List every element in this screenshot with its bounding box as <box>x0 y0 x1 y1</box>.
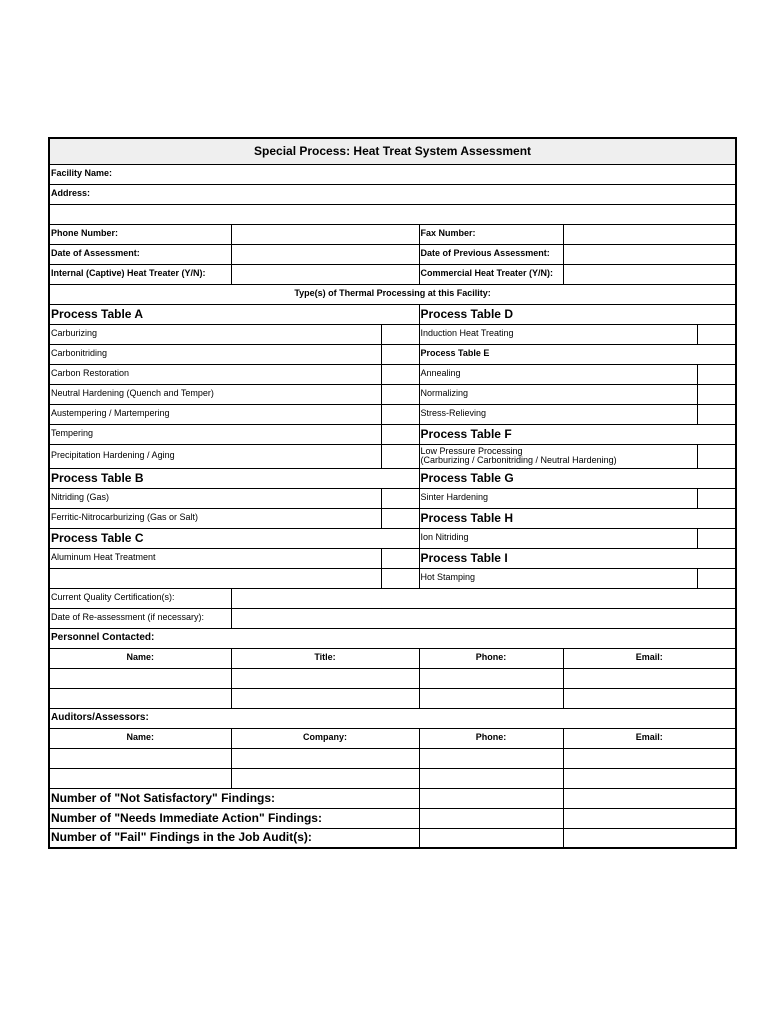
process-item: Aluminum Heat Treatment <box>49 548 381 568</box>
auditors-header-row <box>49 728 736 748</box>
process-checkbox[interactable] <box>381 424 419 444</box>
auditors-heading-row <box>49 708 736 728</box>
process-table-c-title: Process Table C <box>49 528 419 548</box>
process-item: Carburizing <box>49 324 381 344</box>
certification-row <box>49 588 736 608</box>
process-row <box>49 384 736 404</box>
process-row <box>49 548 736 568</box>
process-item: Nitriding (Gas) <box>49 488 381 508</box>
process-checkbox[interactable] <box>381 444 419 468</box>
personnel-phone-field[interactable] <box>419 668 563 688</box>
address-label[interactable]: Address: <box>49 184 736 204</box>
process-checkbox[interactable] <box>697 488 736 508</box>
process-checkbox[interactable] <box>381 508 419 528</box>
process-row <box>49 364 736 384</box>
certification-label: Current Quality Certification(s): <box>49 588 231 608</box>
auditor-name-field[interactable] <box>49 748 231 768</box>
process-item: Ion Nitriding <box>419 528 697 548</box>
process-item: Precipitation Hardening / Aging <box>49 444 381 468</box>
thermal-heading: Type(s) of Thermal Processing at this Facility: <box>49 284 736 304</box>
date-assessment-field[interactable] <box>231 244 419 264</box>
certification-field[interactable] <box>231 588 736 608</box>
process-checkbox[interactable] <box>381 568 419 588</box>
process-checkbox[interactable] <box>381 384 419 404</box>
process-row <box>49 508 736 528</box>
auditor-email-field[interactable] <box>563 768 736 788</box>
personnel-name-field[interactable] <box>49 668 231 688</box>
process-checkbox[interactable] <box>697 528 736 548</box>
personnel-col-title: Title: <box>231 648 419 668</box>
personnel-header-row <box>49 648 736 668</box>
process-item: Austempering / Martempering <box>49 404 381 424</box>
address-field-2[interactable] <box>49 204 736 224</box>
auditor-phone-field[interactable] <box>419 768 563 788</box>
personnel-title-field[interactable] <box>231 668 419 688</box>
personnel-email-field[interactable] <box>563 668 736 688</box>
auditors-entry-row <box>49 748 736 768</box>
auditors-col-name: Name: <box>49 728 231 748</box>
auditor-name-field[interactable] <box>49 768 231 788</box>
process-item-line: Low Pressure Processing <box>420 445 523 456</box>
findings-immediate-action-extra[interactable] <box>563 808 736 828</box>
title-row <box>49 138 736 164</box>
address-row-2 <box>49 204 736 224</box>
process-item-line: (Carburizing / Carbonitriding / Neutral Hardening) <box>420 455 617 465</box>
reassessment-row <box>49 608 736 628</box>
findings-immediate-action-field[interactable] <box>419 808 563 828</box>
personnel-heading: Personnel Contacted: <box>49 628 736 648</box>
process-checkbox[interactable] <box>381 404 419 424</box>
process-item: Carbon Restoration <box>49 364 381 384</box>
process-table-b-title: Process Table B <box>49 468 419 488</box>
process-row <box>49 324 736 344</box>
reassessment-label: Date of Re-assessment (if necessary): <box>49 608 231 628</box>
process-checkbox[interactable] <box>381 488 419 508</box>
process-checkbox[interactable] <box>381 344 419 364</box>
process-table-e-title: Process Table E <box>419 344 736 364</box>
findings-fail-extra[interactable] <box>563 828 736 848</box>
phone-field[interactable] <box>231 224 419 244</box>
personnel-email-field[interactable] <box>563 688 736 708</box>
process-item: Sinter Hardening <box>419 488 697 508</box>
findings-immediate-action-label: Number of "Needs Immediate Action" Findings: <box>49 808 419 828</box>
process-checkbox[interactable] <box>697 404 736 424</box>
thermal-heading-row <box>49 284 736 304</box>
address-row <box>49 184 736 204</box>
fax-label: Fax Number: <box>419 224 563 244</box>
process-row <box>49 568 736 588</box>
findings-row <box>49 788 736 808</box>
personnel-entry-row <box>49 688 736 708</box>
process-item: Carbonitriding <box>49 344 381 364</box>
process-item: Stress-Relieving <box>419 404 697 424</box>
personnel-col-email: Email: <box>563 648 736 668</box>
process-checkbox[interactable] <box>381 364 419 384</box>
findings-fail-field[interactable] <box>419 828 563 848</box>
facility-name-label[interactable]: Facility Name: <box>49 164 736 184</box>
process-item: Ferritic-Nitrocarburizing (Gas or Salt) <box>49 508 381 528</box>
process-item-empty <box>49 568 381 588</box>
process-table-d-title: Process Table D <box>419 304 736 324</box>
process-item: Hot Stamping <box>419 568 697 588</box>
reassessment-field[interactable] <box>231 608 736 628</box>
process-row <box>49 444 736 468</box>
process-row <box>49 304 736 324</box>
commercial-field[interactable] <box>563 264 736 284</box>
process-row <box>49 344 736 364</box>
date-previous-label: Date of Previous Assessment: <box>419 244 563 264</box>
process-checkbox[interactable] <box>381 324 419 344</box>
auditor-email-field[interactable] <box>563 748 736 768</box>
process-table-f-title: Process Table F <box>419 424 736 444</box>
findings-not-satisfactory-label: Number of "Not Satisfactory" Findings: <box>49 788 419 808</box>
findings-not-satisfactory-field[interactable] <box>419 788 563 808</box>
process-item: Annealing <box>419 364 697 384</box>
process-row <box>49 404 736 424</box>
auditors-col-phone: Phone: <box>419 728 563 748</box>
personnel-phone-field[interactable] <box>419 688 563 708</box>
auditors-col-company: Company: <box>231 728 419 748</box>
findings-not-satisfactory-extra[interactable] <box>563 788 736 808</box>
auditor-company-field[interactable] <box>231 748 419 768</box>
process-checkbox[interactable] <box>697 568 736 588</box>
personnel-heading-row <box>49 628 736 648</box>
process-item-multiline <box>419 444 697 468</box>
facility-name-row <box>49 164 736 184</box>
internal-field[interactable] <box>231 264 419 284</box>
personnel-col-name: Name: <box>49 648 231 668</box>
process-row <box>49 468 736 488</box>
assessment-form <box>48 137 737 849</box>
process-table-h-title: Process Table H <box>419 508 736 528</box>
process-checkbox[interactable] <box>697 384 736 404</box>
phone-label: Phone Number: <box>49 224 231 244</box>
process-row <box>49 528 736 548</box>
internal-label: Internal (Captive) Heat Treater (Y/N): <box>49 264 231 284</box>
form-title: Special Process: Heat Treat System Assessment <box>49 138 736 164</box>
auditor-company-field[interactable] <box>231 768 419 788</box>
personnel-title-field[interactable] <box>231 688 419 708</box>
dates-row <box>49 244 736 264</box>
date-assessment-label: Date of Assessment: <box>49 244 231 264</box>
findings-fail-label: Number of "Fail" Findings in the Job Audit(s): <box>49 828 419 848</box>
commercial-label: Commercial Heat Treater (Y/N): <box>419 264 563 284</box>
personnel-col-phone: Phone: <box>419 648 563 668</box>
process-checkbox[interactable] <box>381 548 419 568</box>
process-item: Tempering <box>49 424 381 444</box>
process-row <box>49 488 736 508</box>
process-item: Neutral Hardening (Quench and Temper) <box>49 384 381 404</box>
process-table-i-title: Process Table I <box>419 548 736 568</box>
process-item: Induction Heat Treating <box>419 324 697 344</box>
process-checkbox[interactable] <box>697 324 736 344</box>
auditors-col-email: Email: <box>563 728 736 748</box>
auditors-heading: Auditors/Assessors: <box>49 708 736 728</box>
findings-row <box>49 828 736 848</box>
date-previous-field[interactable] <box>563 244 736 264</box>
process-checkbox[interactable] <box>697 444 736 468</box>
process-row <box>49 424 736 444</box>
heat-treater-row <box>49 264 736 284</box>
process-table-g-title: Process Table G <box>419 468 736 488</box>
process-table-a-title: Process Table A <box>49 304 419 324</box>
phone-fax-row <box>49 224 736 244</box>
process-item: Normalizing <box>419 384 697 404</box>
personnel-name-field[interactable] <box>49 688 231 708</box>
fax-field[interactable] <box>563 224 736 244</box>
auditors-entry-row <box>49 768 736 788</box>
findings-row <box>49 808 736 828</box>
auditor-phone-field[interactable] <box>419 748 563 768</box>
process-checkbox[interactable] <box>697 364 736 384</box>
personnel-entry-row <box>49 668 736 688</box>
